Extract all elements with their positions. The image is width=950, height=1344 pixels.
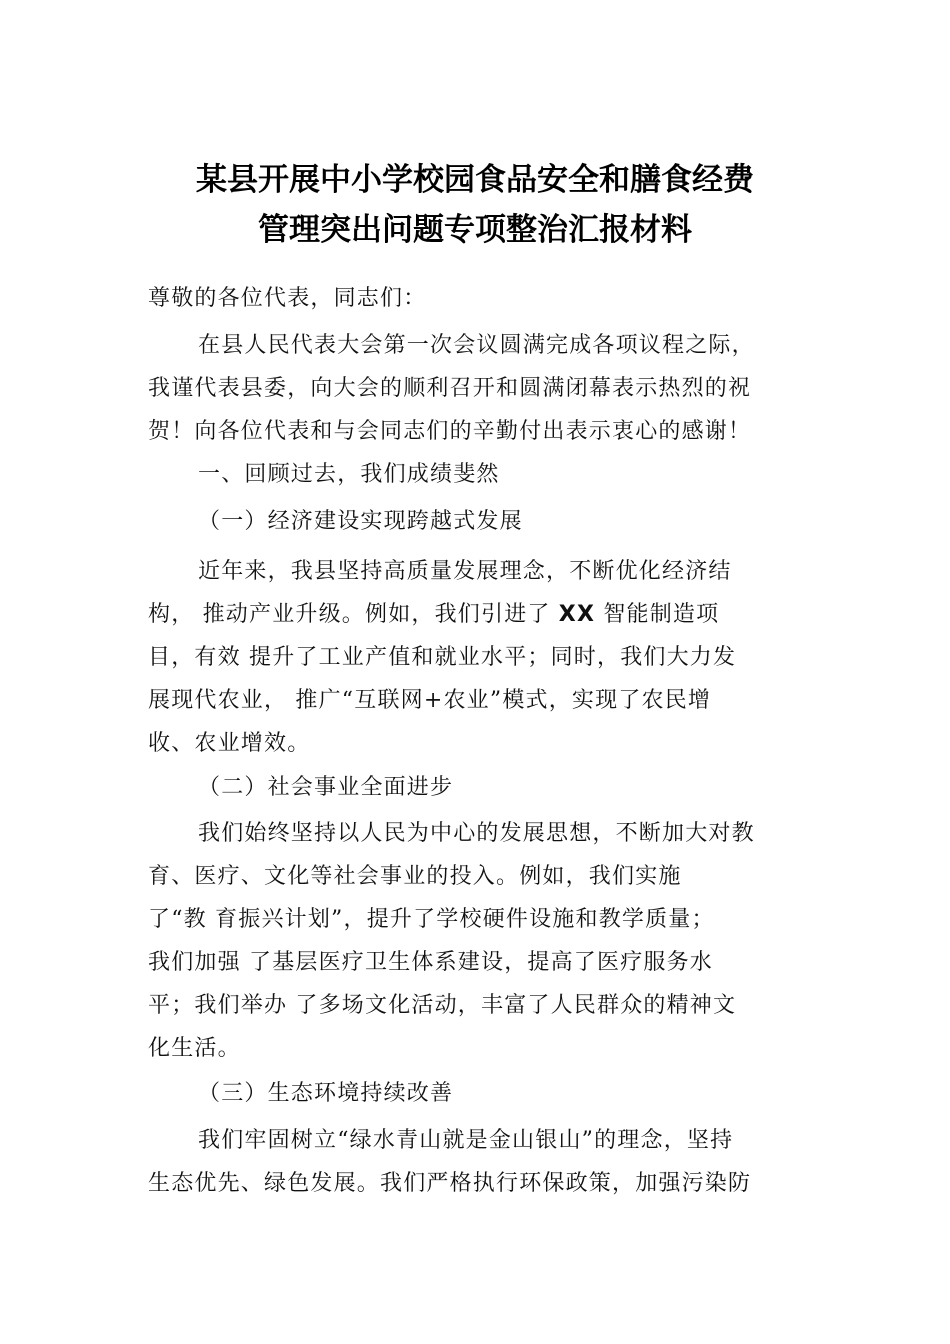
sub1-body-line-2-pre: 构， 推动产业升级。例如，我们引进了 (148, 602, 559, 627)
subsection-3-heading: （三）生态环境持续改善 (198, 1081, 454, 1106)
intro-line-3: 贺！向各位代表和与会同志们的辛勤付出表示衷心的感谢！ (148, 419, 752, 444)
project-name-placeholder: XX (558, 602, 596, 627)
section-1-heading: 一、回顾过去，我们成绩斐然 (198, 462, 500, 487)
sub1-body-line-2-post: 智能制造项 (595, 602, 720, 627)
document-title-line-1: 某县开展中小学校园食品安全和膳食经费 (196, 162, 754, 198)
intro-line-1: 在县人民代表大会第一次会议圆满完成各项议程之际， (198, 333, 755, 358)
intro-line-2: 我谨代表县委，向大会的顺利召开和圆满闭幕表示热烈的祝 (148, 376, 752, 401)
subsection-2-heading: （二）社会事业全面进步 (198, 775, 454, 800)
sub2-body-line-1: 我们始终坚持以人民为中心的发展思想，不断加大对教 (198, 821, 755, 846)
sub3-body-line-1: 我们牢固树立“绿水青山就是金山银山”的理念，坚持 (198, 1128, 734, 1153)
sub1-body-line-5: 收、农业增效。 (148, 731, 311, 756)
sub2-body-line-5: 平；我们举办 了多场文化活动，丰富了人民群众的精神文 (148, 993, 737, 1018)
document-title-line-2: 管理突出问题专项整治汇报材料 (258, 212, 692, 248)
sub2-body-line-4: 我们加强 了基层医疗卫生体系建设，提高了医疗服务水 (148, 950, 713, 975)
sub1-body-line-2 (148, 600, 719, 630)
sub2-body-line-2: 育、医疗、文化等社会事业的投入。例如，我们实施 (148, 864, 682, 889)
subsection-1-heading: （一）经济建设实现跨越式发展 (198, 509, 523, 534)
sub2-body-line-6: 化生活。 (148, 1036, 241, 1061)
sub3-body-line-2: 生态优先、绿色发展。我们严格执行环保政策，加强污染防 (148, 1171, 752, 1196)
sub1-body-line-1: 近年来，我县坚持高质量发展理念，不断优化经济结 (198, 559, 732, 584)
sub1-body-line-4: 展现代农业， 推广“互联网+农业”模式，实现了农民增 (148, 688, 712, 713)
sub1-body-line-3: 目，有效 提升了工业产值和就业水平；同时，我们大力发 (148, 645, 737, 670)
sub2-body-line-3: 了“教 育振兴计划”，提升了学校硬件设施和教学质量； (148, 907, 715, 932)
salutation: 尊敬的各位代表，同志们： (148, 286, 427, 311)
